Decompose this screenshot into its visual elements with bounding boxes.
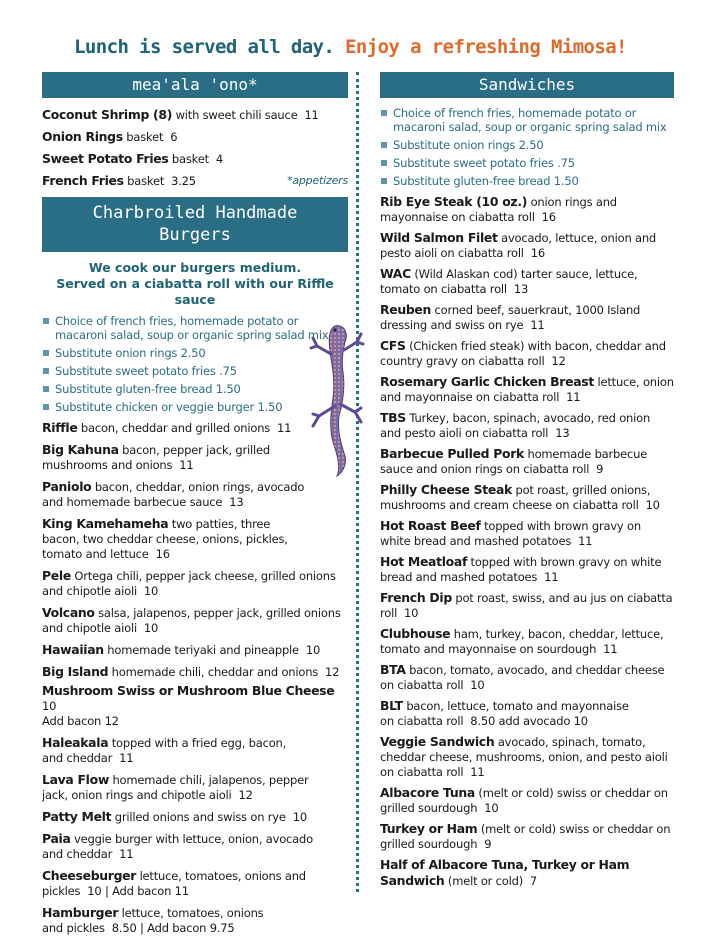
item-desc: corned beef, sauerkraut, 1000 Island dressing and swiss on rye xyxy=(380,303,641,332)
option-item: Substitute onion rings 2.50 xyxy=(42,346,348,360)
item-price: 11 xyxy=(119,847,134,861)
appetizers-list xyxy=(42,107,348,189)
item-price: 10 xyxy=(305,643,321,657)
sandwiches-options xyxy=(380,106,674,188)
menu-item xyxy=(42,642,348,658)
menu-item xyxy=(380,482,674,513)
left-column xyxy=(42,72,348,942)
item-desc: avocado, spinach, tomato, cheddar cheese, mushrooms, onion, and pesto aioli on ciabatta roll xyxy=(380,735,668,779)
item-desc: topped with brown gravy on white bread and mashed potatoes xyxy=(380,519,641,548)
item-name: French Fries xyxy=(42,173,124,188)
item-desc: with sweet chili sauce xyxy=(175,108,298,122)
item-desc: lettuce, onion and mayonnaise on ciabatta roll xyxy=(380,375,674,404)
item-price: 7 xyxy=(529,874,538,888)
item-desc: topped with brown gravy on white bread and mashed potatoes xyxy=(380,555,662,584)
item-price: 13 xyxy=(229,495,244,509)
item-desc: two patties, three bacon, two cheddar cheese, onions, pickles, tomato and lettuce xyxy=(42,517,288,561)
menu-item xyxy=(380,338,674,369)
item-desc: homemade chili, jalapenos, pepper jack, onion rings and chipotle aioli xyxy=(42,773,309,802)
menu-item xyxy=(380,266,674,297)
option-item: Substitute sweet potato fries .75 xyxy=(42,364,348,378)
item-desc: bacon, cheddar, onion rings, avocado and homemade barbecue sauce xyxy=(42,480,305,509)
item-name: Reuben xyxy=(380,302,432,317)
item-desc: bacon, tomato, avocado, and cheddar cheese on ciabatta roll xyxy=(380,663,665,692)
item-desc: homemade teriyaki and pineapple xyxy=(107,643,299,657)
item-price: 4 xyxy=(215,152,223,166)
item-price: 11 xyxy=(566,390,581,404)
item-price: 10 | Add bacon 11 xyxy=(87,884,189,898)
item-name: Riffle xyxy=(42,420,78,435)
item-name: Rib Eye Steak (10 oz.) xyxy=(380,194,528,209)
menu-item xyxy=(42,809,348,825)
header-lunch: Lunch is served all day. xyxy=(74,36,335,58)
item-price: 16 xyxy=(541,210,556,224)
item-name: Cheeseburger xyxy=(42,868,137,883)
menu-item xyxy=(42,129,348,145)
item-price: 10 xyxy=(484,801,499,815)
option-item: Substitute chicken or veggie burger 1.50 xyxy=(42,400,348,414)
option-item: Substitute gluten-free bread 1.50 xyxy=(42,382,348,396)
menu-item xyxy=(42,516,310,562)
item-desc: lettuce, tomatoes, onions and pickles xyxy=(42,869,306,898)
item-name: TBS xyxy=(380,410,406,425)
header-mimosa: Enjoy a refreshing Mimosa! xyxy=(345,36,627,58)
item-desc: ham, turkey, bacon, cheddar, lettuce, tomato and mayonnaise on sourdough xyxy=(380,627,664,656)
menu-item xyxy=(380,698,630,729)
burgers-title xyxy=(42,197,348,252)
item-name: Rosemary Garlic Chicken Breast xyxy=(380,374,594,389)
item-price: 11 xyxy=(603,642,618,656)
item-name: Sweet Potato Fries xyxy=(42,151,169,166)
menu-item xyxy=(380,734,674,780)
item-price: 11 xyxy=(304,108,319,122)
menu-item xyxy=(380,626,674,657)
item-price: 10 xyxy=(42,699,57,713)
item-desc: pot roast, swiss, and au jus on ciabatta roll xyxy=(380,591,673,620)
item-desc: topped with a fried egg, bacon, and cheddar xyxy=(42,736,287,765)
menu-item xyxy=(42,683,348,729)
menu-item xyxy=(380,785,674,816)
item-price: 10 xyxy=(404,606,419,620)
menu-item xyxy=(380,302,674,333)
page-header xyxy=(0,36,701,58)
item-name: Mushroom Swiss or Mushroom Blue Cheese xyxy=(42,683,335,698)
menu-item xyxy=(42,831,317,862)
item-name: Half of Albacore Tuna, Turkey or Ham Sandwich xyxy=(380,857,630,888)
item-name: King Kamehameha xyxy=(42,516,169,531)
item-price: 13 xyxy=(513,282,529,296)
right-column xyxy=(380,72,674,894)
item-desc: onion rings and mayonnaise on ciabatta roll xyxy=(380,195,617,224)
option-item: Substitute onion rings 2.50 xyxy=(380,138,674,152)
item-name: Veggie Sandwich xyxy=(380,734,495,749)
item-name: Lava Flow xyxy=(42,772,109,787)
item-price: 10 xyxy=(143,584,159,598)
menu-item xyxy=(380,230,674,261)
item-desc: (melt or cold) swiss or cheddar on grilled sourdough xyxy=(380,786,668,815)
item-desc: Ortega chili, pepper jack cheese, grilled onions and chipotle aioli xyxy=(42,569,336,598)
burgers-tagline xyxy=(42,260,348,308)
item-price: 3.25 xyxy=(171,174,196,188)
item-name: Philly Cheese Steak xyxy=(380,482,513,497)
menu-item xyxy=(380,554,674,585)
menu-item xyxy=(380,374,674,405)
menu-item xyxy=(42,905,282,936)
item-desc: (melt or cold) swiss or cheddar on grilled sourdough xyxy=(380,822,671,851)
menu-item xyxy=(42,772,322,803)
burgers-title-line2: Burgers xyxy=(159,225,231,245)
item-price: 10 xyxy=(645,498,660,512)
menu-item xyxy=(380,446,674,477)
item-desc: Turkey, bacon, spinach, avocado, red onion and pesto aioli on ciabatta roll xyxy=(380,411,651,440)
menu-item xyxy=(42,442,312,473)
item-price: 10 xyxy=(470,678,485,692)
item-name: CFS xyxy=(380,338,406,353)
burgers-options xyxy=(42,314,348,414)
item-name: Patty Melt xyxy=(42,809,112,824)
item-price: 12 xyxy=(238,788,253,802)
item-desc: bacon, pepper jack, grilled mushrooms and onions xyxy=(42,443,271,472)
item-desc: salsa, jalapenos, pepper jack, grilled onions and chipotle aioli xyxy=(42,606,341,635)
item-price: 9 xyxy=(596,462,604,476)
item-price: 12 xyxy=(325,665,340,679)
item-name: Hot Meatloaf xyxy=(380,554,468,569)
tagline-line1: We cook our burgers medium. xyxy=(88,260,302,275)
item-price: 11 xyxy=(119,751,134,765)
menu-item xyxy=(42,173,348,189)
column-divider xyxy=(356,72,359,892)
item-desc: basket xyxy=(171,152,209,166)
appetizers-title: mea'ala 'ono* xyxy=(42,72,348,98)
menu-item xyxy=(42,151,348,167)
menu-item xyxy=(42,420,348,436)
item-desc: basket xyxy=(126,130,164,144)
item-name: Clubhouse xyxy=(380,626,451,641)
item-price: 10 xyxy=(143,621,159,635)
item-price: 11 xyxy=(470,765,485,779)
item-name: Pele xyxy=(42,568,71,583)
item-price: 11 xyxy=(544,570,559,584)
item-name: BLT xyxy=(380,698,403,713)
menu-item xyxy=(42,568,348,599)
menu-item xyxy=(380,590,674,621)
item-name: Turkey or Ham xyxy=(380,821,478,836)
item-price: 9 xyxy=(484,837,492,851)
item-name: Hot Roast Beef xyxy=(380,518,481,533)
item-name: Hawaiian xyxy=(42,642,104,657)
item-desc: avocado, lettuce, onion and pesto aioli on ciabatta roll xyxy=(380,231,657,260)
item-name: Paniolo xyxy=(42,479,92,494)
item-name: Barbecue Pulled Pork xyxy=(380,446,525,461)
option-item: Substitute gluten-free bread 1.50 xyxy=(380,174,674,188)
option-item: Choice of french fries, homemade potato or macaroni salad, soup or organic spring salad mix xyxy=(380,106,674,134)
item-desc: (Chicken fried steak) with bacon, cheddar and country gravy on ciabatta roll xyxy=(380,339,666,368)
item-desc: homemade chili, cheddar and onions xyxy=(111,665,319,679)
menu-item xyxy=(42,479,312,510)
item-name: Big Kahuna xyxy=(42,442,119,457)
item-name: Volcano xyxy=(42,605,95,620)
option-item: Substitute sweet potato fries .75 xyxy=(380,156,674,170)
menu-item xyxy=(42,868,312,899)
item-price: 11 xyxy=(578,534,593,548)
option-item: Choice of french fries, homemade potato or macaroni salad, soup or organic spring salad mix xyxy=(42,314,332,342)
item-name: Haleakala xyxy=(42,735,109,750)
item-name: WAC xyxy=(380,266,411,281)
item-desc: bacon, lettuce, tomato and mayonnaise on ciabatta roll xyxy=(380,699,629,728)
sandwiches-list xyxy=(380,194,674,889)
item-price: 8.50 | Add bacon 9.75 xyxy=(111,921,235,935)
menu-item xyxy=(380,194,674,225)
item-name: French Dip xyxy=(380,590,452,605)
item-price: 13 xyxy=(555,426,570,440)
item-name: BTA xyxy=(380,662,406,677)
menu-item xyxy=(42,605,348,636)
menu-item xyxy=(42,735,292,766)
item-price: 10 xyxy=(292,810,307,824)
item-price: 16 xyxy=(155,547,170,561)
appetizers-note: *appetizers xyxy=(287,174,348,187)
item-desc: (melt or cold) xyxy=(447,874,523,888)
gecko-illustration xyxy=(305,320,365,480)
item-price: 6 xyxy=(170,130,178,144)
item-desc: lettuce, tomatoes, onions and pickles xyxy=(42,906,264,935)
item-price: 8.50 add avocado 10 xyxy=(470,714,588,728)
item-name: Albacore Tuna xyxy=(380,785,475,800)
item-price: 12 xyxy=(551,354,566,368)
menu-item xyxy=(380,662,674,693)
menu-item xyxy=(380,857,674,889)
item-name: Wild Salmon Filet xyxy=(380,230,498,245)
menu-item xyxy=(380,410,674,441)
item-price: 11 xyxy=(277,421,292,435)
menu-item xyxy=(380,821,674,852)
item-name: Big Island xyxy=(42,664,109,679)
tagline-line2: Served on a ciabatta roll with our Riffle sauce xyxy=(56,276,334,307)
item-name: Onion Rings xyxy=(42,129,123,144)
item-desc: basket xyxy=(127,174,165,188)
item-extra: Add bacon 12 xyxy=(42,714,119,728)
item-desc: pot roast, grilled onions, mushrooms and cream cheese on ciabatta roll xyxy=(380,483,651,512)
item-name: Hamburger xyxy=(42,905,119,920)
item-desc: grilled onions and swiss on rye xyxy=(114,810,286,824)
item-desc: homemade barbecue sauce and onion rings on ciabatta roll xyxy=(380,447,648,476)
item-name: Coconut Shrimp (8) xyxy=(42,107,173,122)
burgers-title-line1: Charbroiled Handmade xyxy=(92,203,298,223)
item-desc: bacon, cheddar and grilled onions xyxy=(80,421,271,435)
menu-item xyxy=(42,664,348,680)
item-name: Paia xyxy=(42,831,71,846)
burgers-list xyxy=(42,420,348,936)
item-price: 16 xyxy=(530,246,545,260)
menu-item xyxy=(42,107,348,123)
item-price: 11 xyxy=(530,318,545,332)
item-desc: (Wild Alaskan cod) tarter sauce, lettuce, tomato on ciabatta roll xyxy=(380,267,638,296)
item-price: 11 xyxy=(179,458,194,472)
item-desc: veggie burger with lettuce, onion, avocado and cheddar xyxy=(42,832,313,861)
menu-item xyxy=(380,518,674,549)
sandwiches-title: Sandwiches xyxy=(380,72,674,98)
